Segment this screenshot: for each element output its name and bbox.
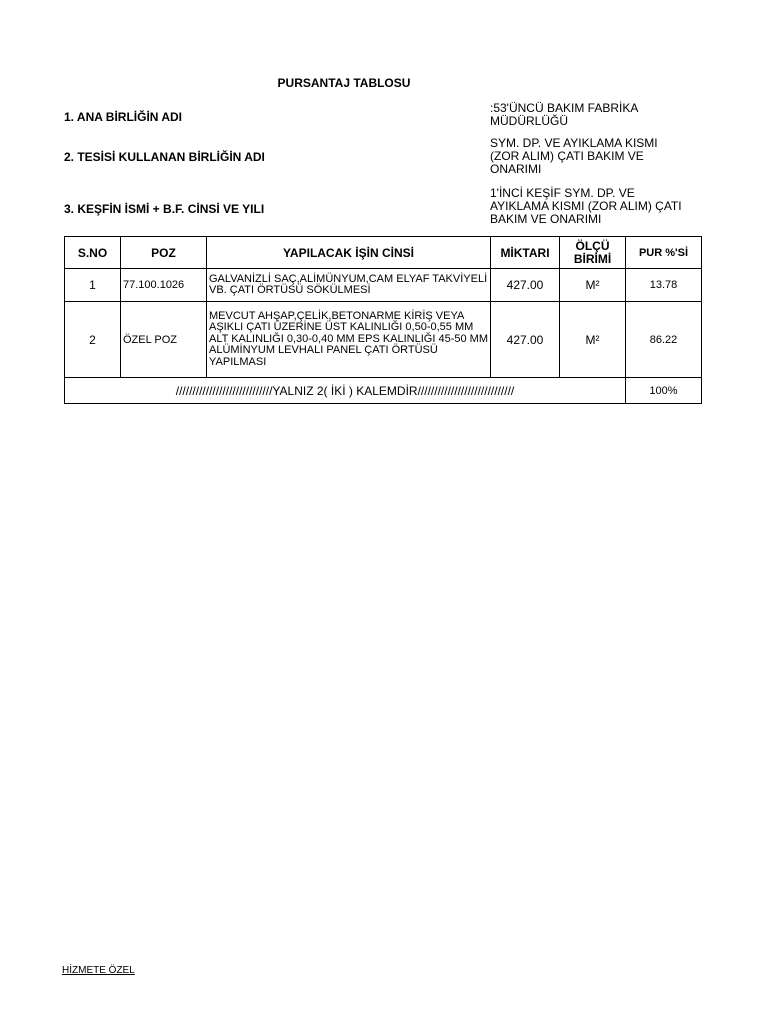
footer-classification: HİZMETE ÖZEL [62, 965, 135, 976]
cell-desc: GALVANİZLİ SAÇ,ALİMÜNYUM,CAM ELYAF TAKVİYELİ VB. ÇATI ÖRTÜSÜ SÖKÜLMESİ [207, 269, 491, 302]
table-header-row [65, 237, 702, 269]
table-total-row [65, 378, 702, 404]
info-row-tesis [64, 137, 700, 179]
info-label: 1. ANA BİRLİĞİN ADI [64, 110, 183, 124]
cell-pur: 86.22 [626, 302, 702, 378]
header-olcu: ÖLÇÜ BİRİMİ [560, 237, 626, 269]
cell-miktar: 427.00 [491, 269, 560, 302]
cell-poz: 77.100.1026 [121, 269, 207, 302]
header-miktar: MİKTARI [491, 237, 560, 269]
cell-sno: 2 [65, 302, 121, 378]
info-value: 1'İNCİ KEŞİF SYM. DP. VE AYIKLAMA KISMI (ZOR ALIM) ÇATI BAKIM VE ONARIMI [490, 186, 682, 226]
header-sno: S.NO [65, 237, 121, 269]
cell-pur: 13.78 [626, 269, 702, 302]
header-desc: YAPILACAK İŞİN CİNSİ [207, 237, 491, 269]
cell-desc: MEVCUT AHŞAP,ÇELİK,BETONARME KİRİŞ VEYA AŞIKLI ÇATI ÜZERİNE ÜST KALINLIĞI 0,50-0,55 MM ALT KALINLIĞI 0,30-0,40 MM EPS KALINLIĞI 45-50 MM ALÜMİNYUM LEVHALI PANEL ÇATI ÖRTÜSÜ YAPILMASI [207, 302, 491, 378]
cell-miktar: 427.00 [491, 302, 560, 378]
cell-poz: ÖZEL POZ [121, 302, 207, 378]
info-value: SYM. DP. VE AYIKLAMA KISMI (ZOR ALIM) ÇATI BAKIM VE ONARIMI [490, 136, 658, 176]
info-label: 3. KEŞFİN İSMİ + B.F. CİNSİ VE YILI [64, 202, 265, 216]
header-pur: PUR %'Sİ [626, 237, 702, 269]
info-row-kesif [64, 187, 700, 229]
pursantaj-table [64, 236, 702, 404]
info-row-ana-birlik [64, 102, 700, 132]
total-pur: 100% [626, 378, 702, 404]
table-row [65, 302, 702, 378]
cell-olcu: M² [560, 302, 626, 378]
table-row [65, 269, 702, 302]
cell-sno: 1 [65, 269, 121, 302]
info-label: 2. TESİSİ KULLANAN BİRLİĞİN ADI [64, 150, 265, 164]
total-text: /////////////////////////////YALNIZ 2( İKİ ) KALEMDİR///////////////////////////// [65, 378, 626, 404]
header-poz: POZ [121, 237, 207, 269]
cell-olcu: M² [560, 269, 626, 302]
page-title: PURSANTAJ TABLOSU [277, 76, 411, 90]
info-value: :53'ÜNCÜ BAKIM FABRİKA MÜDÜRLÜĞÜ [490, 101, 638, 128]
